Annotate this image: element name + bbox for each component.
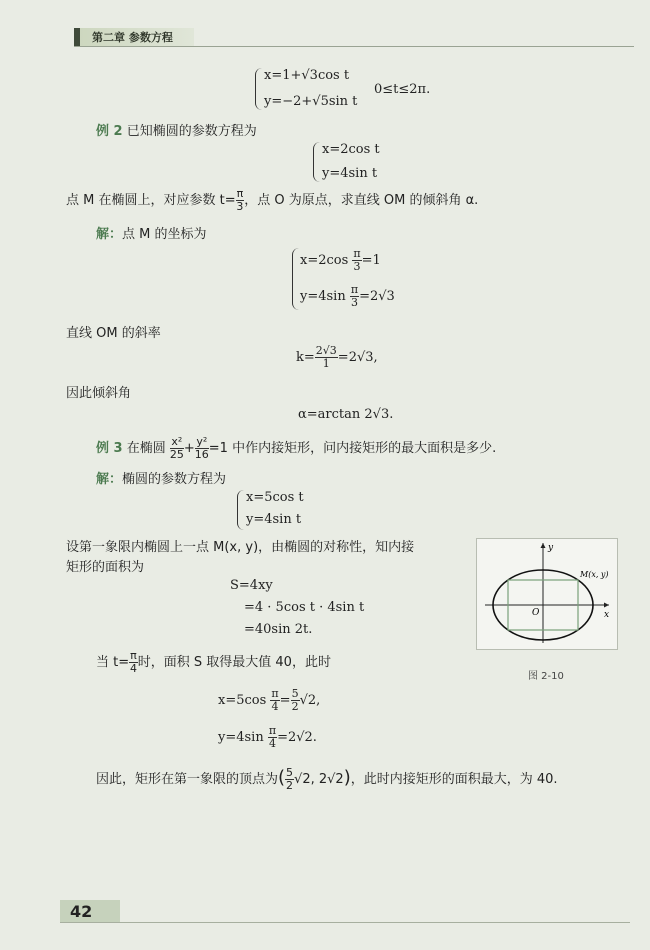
slope-text: 直线 OM 的斜率 [66, 326, 161, 341]
x-value [218, 688, 320, 713]
brace-coords [292, 248, 299, 310]
frac-denominator: 3 [353, 260, 361, 273]
top-system-line1: x=1+√3cos t [264, 68, 350, 83]
brace-top-system [255, 68, 262, 110]
example2-question-post: ，点 O 为原点，求直线 OM 的倾斜角 α. [244, 193, 479, 208]
x-mid: = [279, 693, 291, 708]
figure-ellipse [476, 538, 618, 650]
x-fraction-pi [270, 688, 279, 713]
example3-frac2 [195, 436, 209, 461]
example3-sys2: y=4sin t [246, 512, 302, 527]
example2-label: 例 2 [96, 124, 123, 139]
angle-equation: α=arctan 2√3. [298, 407, 394, 422]
coord-line2 [300, 284, 395, 309]
area-line1: S=4xy [230, 578, 273, 593]
chapter-title: 第二章 参数方程 [92, 31, 173, 44]
slope-fraction [315, 345, 338, 370]
header-divider [74, 46, 634, 47]
frac-denominator: 25 [169, 448, 184, 461]
frac-denominator: 3 [236, 200, 244, 213]
label-point-m: M(x, y) [580, 570, 609, 579]
example3-post: =1 中作内接矩形，问内接矩形的最大面积是多少. [208, 441, 497, 456]
chapter-header [74, 28, 194, 46]
frac-numerator: π [271, 687, 279, 700]
example3-pre: 在椭圆 [126, 441, 166, 456]
coord2-post: =2√3 [359, 289, 395, 304]
y-axis-arrow-icon [541, 543, 546, 548]
example3-heading [96, 436, 496, 461]
label-x: x [604, 610, 610, 620]
slope-equation [296, 345, 378, 370]
frac-denominator: 4 [129, 662, 137, 675]
conclusion-post: ，此时内接矩形的面积最大，为 40. [350, 772, 558, 787]
frac-numerator: π [236, 187, 244, 200]
label-origin: O [532, 608, 540, 618]
coord2-pre: y=4sin [300, 289, 346, 304]
example2-sol-label: 解： [96, 227, 123, 242]
angle-text: 因此倾斜角 [66, 386, 132, 401]
frac-denominator: 4 [268, 737, 276, 750]
page-number: 42 [70, 902, 93, 921]
coord2-fraction [350, 284, 359, 309]
y-post: =2√2. [277, 730, 317, 745]
when-fraction [129, 650, 138, 675]
conclusion-fraction [285, 767, 294, 792]
example3-sys1: x=5cos t [246, 490, 304, 505]
example2-text: 已知椭圆的参数方程为 [126, 124, 257, 139]
conclusion-pre: 因此，矩形在第一象限的顶点为 [96, 772, 279, 787]
slope-pre: k= [296, 350, 315, 365]
x-axis-arrow-icon [604, 603, 609, 608]
coord1-fraction [352, 248, 361, 273]
y-value [218, 725, 317, 750]
figure-caption: 图 2-10 [528, 671, 564, 682]
x-fraction-5-2 [291, 688, 300, 713]
when-pre: 当 t= [96, 655, 130, 670]
y-fraction-pi [268, 725, 277, 750]
frac-denominator: 3 [350, 296, 358, 309]
coord-line1 [300, 248, 381, 273]
area-line3: =40sin 2t. [244, 622, 313, 637]
brace-example2-system [313, 142, 320, 182]
frac-denominator: 2 [291, 700, 299, 713]
example3-plus: + [183, 441, 195, 456]
frac-denominator: 4 [271, 700, 279, 713]
frac-numerator: 5 [286, 766, 294, 779]
example3-label: 例 3 [96, 441, 123, 456]
frac-numerator: π [268, 724, 277, 737]
frac-numerator: π [350, 283, 359, 296]
frac-numerator: x² [171, 435, 183, 448]
frac-denominator: 2 [286, 779, 294, 792]
label-y: y [548, 543, 554, 553]
slope-post: =2√3, [337, 350, 378, 365]
max-condition [96, 650, 331, 675]
example2-sys2: y=4sin t [322, 166, 378, 181]
frac-numerator: 2√3 [315, 344, 337, 357]
ellipse-diagram [477, 539, 617, 649]
x-post: √2, [299, 693, 321, 708]
frac-numerator: π [353, 247, 361, 260]
coord1-post: =1 [361, 253, 381, 268]
conclusion-point: √2, 2√2 [294, 772, 344, 787]
coord1-pre: x=2cos [300, 253, 349, 268]
frac-denominator: 16 [194, 448, 209, 461]
x-pre: x=5cos [218, 693, 267, 708]
conclusion: 因此，矩形在第一象限的顶点为( $\frac{5}{2}$ √2, 2√2)，此时内接矩形的面积最大，为 40. [96, 766, 558, 792]
top-system-line2: y=−2+√5sin t [264, 94, 358, 109]
example3-sol-text: 椭圆的参数方程为 [122, 472, 227, 487]
example2-question-fraction [236, 188, 245, 213]
example3-sol-label: 解： [96, 472, 123, 487]
example2-question [66, 188, 478, 213]
brace-example3-system [237, 490, 244, 530]
example3-para1: 设第一象限内椭圆上一点 M(x, y)，由椭圆的对称性，知内接 [66, 540, 415, 555]
example2-question-pre: 点 M 在椭圆上，对应参数 t= [66, 193, 236, 208]
top-system-range: 0≤t≤2π. [374, 82, 431, 97]
area-line2: =4 · 5cos t · 4sin t [244, 600, 365, 615]
frac-numerator: 5 [291, 687, 299, 700]
y-pre: y=4sin [218, 730, 264, 745]
example3-solution-intro [96, 468, 226, 487]
frac-numerator: π [130, 649, 137, 662]
footer-divider [60, 922, 630, 923]
example2-heading [96, 120, 257, 139]
example2-sol-text: 点 M 的坐标为 [122, 227, 207, 242]
example3-frac1 [170, 436, 184, 461]
when-post: 时，面积 S 取得最大值 40，此时 [137, 655, 331, 670]
example2-solution-intro [96, 223, 207, 242]
frac-denominator: 1 [322, 357, 330, 370]
example3-para2: 矩形的面积为 [66, 560, 145, 575]
example2-sys1: x=2cos t [322, 142, 380, 157]
frac-numerator: y² [196, 435, 208, 448]
